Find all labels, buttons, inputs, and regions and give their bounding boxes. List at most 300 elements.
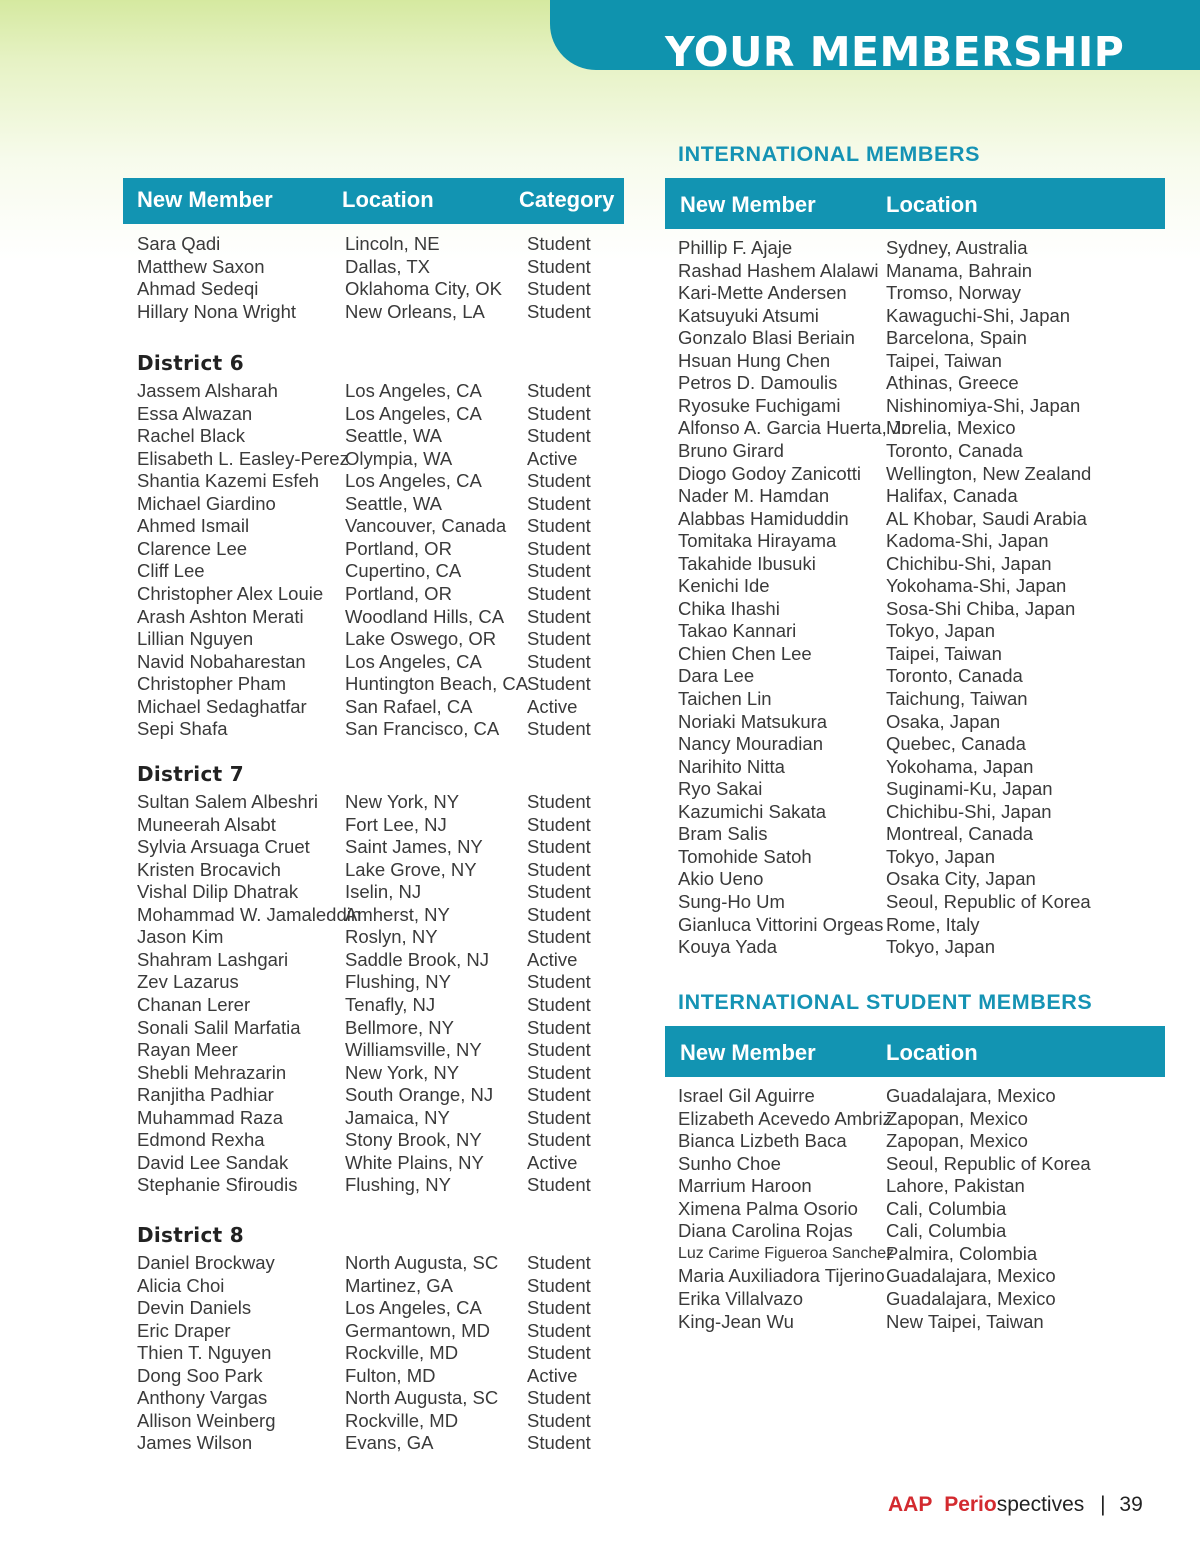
list-item [137,673,617,696]
member-name: Gonzalo Blasi Beriain [678,327,855,349]
member-name: Bruno Girard [678,439,784,461]
member-name: Sonali Salil Marfatia [137,1016,301,1038]
brand-spectives: spectives [996,1493,1085,1516]
member-name: Maria Auxiliadora Tijerino [678,1265,885,1287]
member-location: Guadalajara, Mexico [886,1265,1056,1287]
list-item [678,801,1158,824]
list-item [137,515,617,538]
member-location: Amherst, NY [345,903,450,925]
member-location: Guadalajara, Mexico [886,1287,1056,1309]
member-location: Rockville, MD [345,1409,459,1431]
member-category: Student [527,718,591,740]
member-category: Student [527,881,591,903]
member-name: Dong Soo Park [137,1364,263,1386]
member-location: Seoul, Republic of Korea [886,890,1091,912]
member-name: Arash Ashton Merati [137,605,304,627]
member-category: Active [527,447,578,469]
list-item [137,301,617,324]
list-item [137,278,617,301]
member-location: Morelia, Mexico [886,417,1016,439]
member-location: Osaka City, Japan [886,868,1036,890]
member-category: Student [527,1174,591,1196]
member-category: Student [527,1297,591,1319]
member-name: Taichen Lin [678,688,772,709]
list-item [137,1062,617,1085]
header-location: Location [886,192,978,217]
list-item [137,448,617,471]
list-item [678,237,1158,260]
member-name: Narihito Nitta [678,755,785,777]
district-heading: District 8 [137,1223,244,1247]
international-student-table-header [665,1026,1165,1077]
list-item [137,425,617,448]
member-location: Roslyn, NY [345,926,438,948]
member-name: Diana Carolina Rojas [678,1220,853,1242]
member-name: Elisabeth L. Easley-Perez [137,447,349,469]
member-name: Rachel Black [137,425,245,447]
member-location: Tokyo, Japan [886,620,996,642]
page-number: 39 [1119,1493,1143,1516]
list-item [678,846,1158,869]
member-category: Student [527,903,591,925]
member-name: Christopher Alex Louie [137,582,324,604]
member-location: South Orange, NJ [345,1084,494,1106]
list-item [137,233,617,256]
list-item [137,1174,617,1197]
member-name: Christopher Pham [137,673,287,695]
member-location: Palmira, Colombia [886,1242,1038,1264]
member-location: Barcelona, Spain [886,327,1027,349]
member-location: New York, NY [345,1061,460,1083]
member-name: Rayan Meer [137,1039,238,1061]
list-item [137,1410,617,1433]
member-name: Ximena Palma Osorio [678,1197,858,1219]
member-category: Student [527,628,591,650]
member-category: Student [527,858,591,880]
member-location: Portland, OR [345,537,452,559]
member-location: Fort Lee, NJ [345,813,447,835]
member-location: Cupertino, CA [345,560,462,582]
list-item [678,508,1158,531]
member-location: Flushing, NY [345,1174,451,1196]
list-item [678,575,1158,598]
member-name: Israel Gil Aguirre [678,1085,815,1106]
list-item [137,1275,617,1298]
member-name: Akio Ueno [678,868,764,890]
member-name: Edmond Rexha [137,1129,265,1151]
member-name: Kari-Mette Andersen [678,282,847,304]
member-category: Student [527,1061,591,1083]
member-location: Tenafly, NJ [345,993,436,1015]
list-item [137,718,617,741]
list-item [137,651,617,674]
member-name: Tomohide Satoh [678,845,812,867]
list-item [678,1175,1158,1198]
member-location: New Taipei, Taiwan [886,1310,1044,1332]
member-category: Student [527,255,591,277]
member-name: Eric Draper [137,1319,231,1341]
member-location: Osaka, Japan [886,710,1001,732]
member-location: Sydney, Australia [886,237,1028,258]
member-name: Shantia Kazemi Esfeh [137,470,320,492]
member-category: Student [527,537,591,559]
member-name: Alabbas Hamiduddin [678,507,849,529]
member-location: Rockville, MD [345,1342,459,1364]
member-category: Student [527,971,591,993]
member-location: Cali, Columbia [886,1197,1007,1219]
member-location: Toronto, Canada [886,665,1023,687]
member-category: Student [527,650,591,672]
member-name: Kazumichi Sakata [678,800,827,822]
list-item [678,440,1158,463]
list-item [678,891,1158,914]
list-item [678,620,1158,643]
list-item [137,583,617,606]
list-item [678,260,1158,283]
list-item [137,791,617,814]
member-category: Student [527,300,591,322]
member-name: Muhammad Raza [137,1106,284,1128]
member-category: Student [527,1106,591,1128]
member-category: Student [527,1409,591,1431]
member-location: Kadoma-Shi, Japan [886,530,1049,552]
member-location: Williamsville, NY [345,1039,482,1061]
list-item [137,560,617,583]
list-item [678,598,1158,621]
member-name: Sunho Choe [678,1152,781,1174]
member-location: Wellington, New Zealand [886,462,1092,484]
member-name: Sylvia Arsuaga Cruet [137,836,310,858]
member-name: Alfonso A. Garcia Huerta, Jr. [678,417,912,439]
member-category: Student [527,1084,591,1106]
member-name: James Wilson [137,1432,253,1454]
member-name: Sung-Ho Um [678,890,785,912]
list-item [137,836,617,859]
list-item [137,470,617,493]
member-location: Sosa-Shi Chiba, Japan [886,597,1076,619]
member-name: Thien T. Nguyen [137,1342,272,1364]
member-name: Michael Giardino [137,492,276,514]
member-location: Los Angeles, CA [345,380,482,401]
list-item [137,1252,617,1275]
member-location: Los Angeles, CA [345,650,482,672]
list-item [137,403,617,426]
member-location: Saddle Brook, NJ [345,948,489,970]
footer-separator: | [1100,1493,1106,1516]
member-location: Jamaica, NY [345,1106,450,1128]
member-location: Iselin, NJ [345,881,422,903]
member-name: Phillip F. Ajaje [678,237,793,258]
page-title: YOUR MEMBERSHIP [665,28,1125,76]
member-name: Chien Chen Lee [678,642,812,664]
member-location: Manama, Bahrain [886,259,1033,281]
list-item [678,643,1158,666]
member-category: Student [527,813,591,835]
member-location: Los Angeles, CA [345,1297,482,1319]
member-name: Bianca Lizbeth Baca [678,1130,847,1152]
list-item [678,688,1158,711]
member-name: Petros D. Damoulis [678,372,838,394]
member-category: Student [527,926,591,948]
list-item [678,395,1158,418]
member-name: Diogo Godoy Zanicotti [678,462,862,484]
member-location: Halifax, Canada [886,485,1018,507]
list-item [678,553,1158,576]
member-name: Jassem Alsharah [137,380,278,401]
list-item [678,1108,1158,1131]
member-name: Ahmed Ismail [137,515,250,537]
list-item [678,914,1158,937]
list-item [137,1432,617,1455]
list-item [137,1365,617,1388]
list-item [137,949,617,972]
member-name: Katsuyuki Atsumi [678,304,819,326]
member-category: Student [527,1039,591,1061]
member-name: Ahmad Sedeqi [137,278,259,300]
member-category: Student [527,1016,591,1038]
member-name: Michael Sedaghatfar [137,695,307,717]
member-category: Student [527,1319,591,1341]
list-item [137,493,617,516]
member-name: Mohammad W. Jamaleddin [137,903,362,925]
member-name: King-Jean Wu [678,1310,794,1332]
district-heading: District 6 [137,351,244,375]
member-category: Student [527,233,591,254]
member-location: Oklahoma City, OK [345,278,502,300]
list-item [137,926,617,949]
list-item [678,1085,1158,1108]
member-location: Seattle, WA [345,492,442,514]
member-name: Nader M. Hamdan [678,485,830,507]
list-item [678,868,1158,891]
member-name: Cliff Lee [137,560,205,582]
member-location: San Rafael, CA [345,695,473,717]
member-category: Student [527,1129,591,1151]
member-name: Shahram Lashgari [137,948,289,970]
member-category: Student [527,673,591,695]
list-item [678,1288,1158,1311]
member-category: Student [527,425,591,447]
member-location: Chichibu-Shi, Japan [886,552,1052,574]
list-item [137,1387,617,1410]
member-location: Taichung, Taiwan [886,688,1028,709]
member-location: Toronto, Canada [886,439,1023,461]
member-location: Seoul, Republic of Korea [886,1152,1091,1174]
member-category: Student [527,1387,591,1409]
member-name: Essa Alwazan [137,402,253,424]
member-location: Martinez, GA [345,1274,453,1296]
list-item [678,665,1158,688]
international-student-heading: INTERNATIONAL STUDENT MEMBERS [678,990,1093,1014]
list-item [137,1039,617,1062]
member-location: Saint James, NY [345,836,483,858]
member-name: Kouya Yada [678,936,778,958]
international-table-header [665,178,1165,229]
member-location: Quebec, Canada [886,733,1026,755]
member-name: Shebli Mehrazarin [137,1061,287,1083]
member-location: Los Angeles, CA [345,402,482,424]
member-name: Sara Qadi [137,233,221,254]
member-name: Noriaki Matsukura [678,710,828,732]
member-name: Hsuan Hung Chen [678,349,831,371]
list-item [678,485,1158,508]
member-category: Student [527,1432,591,1454]
member-name: Sepi Shafa [137,718,228,740]
member-name: Tomitaka Hirayama [678,530,837,552]
member-location: Taipei, Taiwan [886,642,1002,664]
member-name: Ranjitha Padhiar [137,1084,274,1106]
member-name: Stephanie Sfiroudis [137,1174,298,1196]
list-item [137,814,617,837]
member-name: Kristen Brocavich [137,858,281,880]
member-name: Kenichi Ide [678,575,770,597]
member-location: Tokyo, Japan [886,936,996,958]
member-location: New Orleans, LA [345,300,485,322]
member-location: Suginami-Ku, Japan [886,778,1053,800]
member-name: Hillary Nona Wright [137,300,297,322]
member-name: Daniel Brockway [137,1252,275,1273]
member-name: Sultan Salem Albeshri [137,791,318,812]
list-item [678,372,1158,395]
member-location: Chichibu-Shi, Japan [886,800,1052,822]
member-location: New York, NY [345,791,460,812]
member-name: Jason Kim [137,926,224,948]
list-item [678,1243,1158,1266]
district-heading: District 7 [137,762,244,786]
member-category: Student [527,515,591,537]
member-location: Guadalajara, Mexico [886,1085,1056,1106]
member-category: Student [527,1274,591,1296]
member-category: Student [527,492,591,514]
list-item [137,1320,617,1343]
list-item [678,282,1158,305]
list-item [678,711,1158,734]
member-location: Huntington Beach, CA [345,673,529,695]
member-location: Fulton, MD [345,1364,436,1386]
member-name: Matthew Saxon [137,255,265,277]
member-location: Lake Oswego, OR [345,628,497,650]
member-category: Student [527,791,591,812]
member-location: Rome, Italy [886,913,980,935]
member-category: Student [527,605,591,627]
member-category: Active [527,1364,578,1386]
list-item [678,305,1158,328]
member-name: Erika Villalvazo [678,1287,804,1309]
member-location: North Augusta, SC [345,1252,499,1273]
member-location: Yokohama, Japan [886,755,1034,777]
list-item [137,971,617,994]
member-name: Alicia Choi [137,1274,225,1296]
member-location: Athinas, Greece [886,372,1019,394]
member-category: Student [527,1342,591,1364]
list-item [137,881,617,904]
member-category: Student [527,582,591,604]
member-location: Portland, OR [345,582,452,604]
member-category: Student [527,402,591,424]
member-location: Montreal, Canada [886,823,1034,845]
member-location: Lincoln, NE [345,233,440,254]
member-location: Stony Brook, NY [345,1129,482,1151]
member-name: Dara Lee [678,665,755,687]
member-name: David Lee Sandak [137,1151,289,1173]
member-name: Zev Lazarus [137,971,239,993]
member-name: Takao Kannari [678,620,797,642]
list-item [678,756,1158,779]
list-item [678,1153,1158,1176]
member-location: Kawaguchi-Shi, Japan [886,304,1071,326]
list-item [137,859,617,882]
member-name: Ryosuke Fuchigami [678,394,841,416]
list-item [678,778,1158,801]
page-footer [888,1490,1143,1520]
member-location: Zapopan, Mexico [886,1107,1028,1129]
member-location: Lahore, Pakistan [886,1175,1025,1197]
list-item [678,1311,1158,1334]
member-location: Zapopan, Mexico [886,1130,1028,1152]
member-category: Student [527,1252,591,1273]
member-name: Lillian Nguyen [137,628,254,650]
member-name: Luz Carime Figueroa Sanchez [678,1244,895,1262]
member-name: Allison Weinberg [137,1409,276,1431]
member-name: Navid Nobaharestan [137,650,306,672]
member-location: Taipei, Taiwan [886,349,1002,371]
member-category: Student [527,836,591,858]
member-location: North Augusta, SC [345,1387,499,1409]
member-name: Rashad Hashem Alalawi [678,259,879,281]
header-location: Location [886,1040,978,1065]
list-item [678,463,1158,486]
member-name: Devin Daniels [137,1297,252,1319]
member-location: Dallas, TX [345,255,430,277]
member-name: Marrium Haroon [678,1175,812,1197]
list-item [678,350,1158,373]
member-location: Tokyo, Japan [886,845,996,867]
header-new-member: New Member [680,1040,816,1065]
header-category: Category [519,187,615,212]
list-item [137,904,617,927]
list-item [678,1220,1158,1243]
member-name: Muneerah Alsabt [137,813,276,835]
list-item [678,823,1158,846]
list-item [678,1130,1158,1153]
list-item [678,733,1158,756]
list-item [137,1084,617,1107]
list-item [137,256,617,279]
member-category: Active [527,948,578,970]
member-location: Lake Grove, NY [345,858,477,880]
list-item [678,530,1158,553]
list-item [137,1107,617,1130]
member-name: Chika Ihashi [678,597,780,619]
member-location: Flushing, NY [345,971,451,993]
list-item [137,696,617,719]
list-item [137,606,617,629]
member-location: San Francisco, CA [345,718,500,740]
list-item [678,417,1158,440]
list-item [137,1342,617,1365]
member-name: Elizabeth Acevedo Ambriz [678,1107,892,1129]
header-new-member: New Member [137,187,273,212]
us-table-header [123,178,624,224]
member-category: Active [527,695,578,717]
member-location: Germantown, MD [345,1319,490,1341]
member-name: Nancy Mouradian [678,733,823,755]
international-heading: INTERNATIONAL MEMBERS [678,142,981,166]
list-item [137,1152,617,1175]
member-name: Ryo Sakai [678,778,763,800]
list-item [137,1017,617,1040]
list-item [137,380,617,403]
